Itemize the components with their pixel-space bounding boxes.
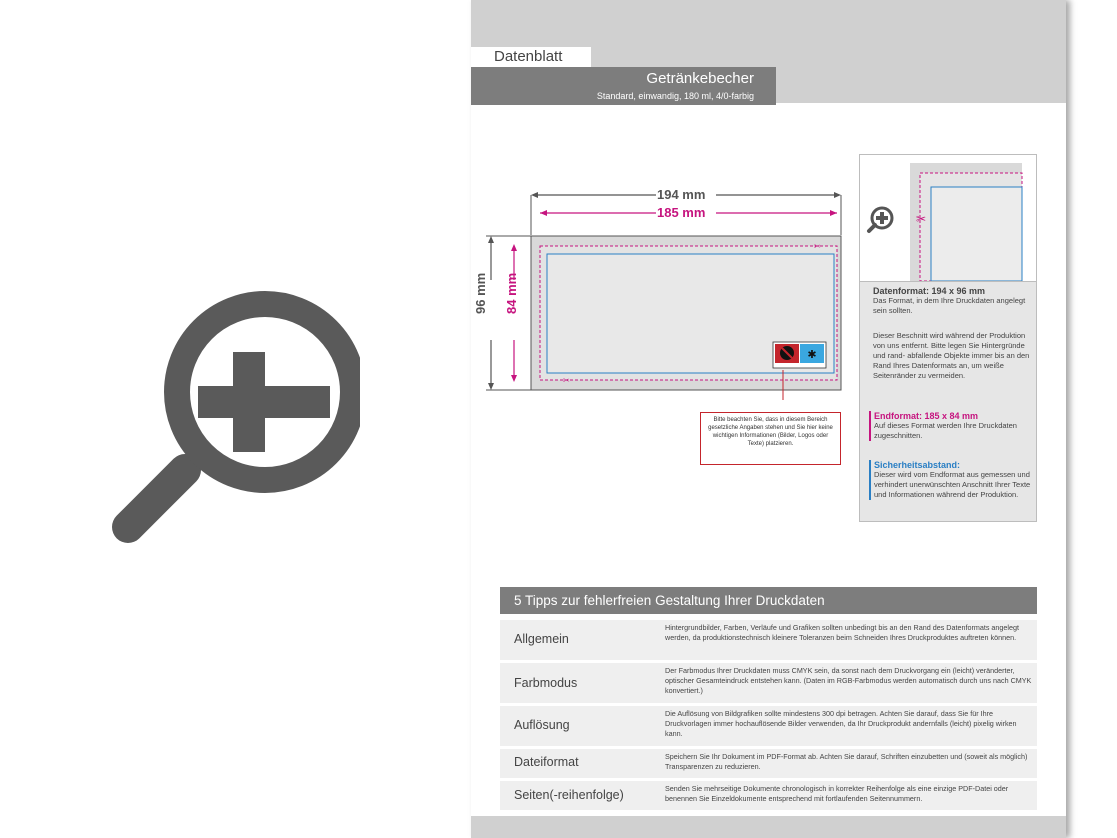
zoom-in-icon[interactable] xyxy=(100,282,360,552)
product-name: Getränkebecher xyxy=(646,70,754,87)
datenformat-text: Das Format, in dem Ihre Druckdaten angelegt sein sollten. xyxy=(873,296,1026,315)
endformat-text: Auf dieses Format werden Ihre Druckdaten zugeschnitten. xyxy=(874,421,1017,440)
width-end-label: 185 mm xyxy=(657,205,706,220)
corner-preview-drawing xyxy=(860,155,1036,281)
sicherheit-text: Dieser wird vom Endformat aus gemessen und verhindert unerwünschten Anschnitt Ihrer Texte und Informationen während der Produktion. xyxy=(874,470,1031,499)
page-title: Datenblatt xyxy=(471,47,591,67)
tip-label: Seiten(-reihenfolge) xyxy=(514,788,624,802)
tip-text: Hintergrundbilder, Farben, Verläufe und Grafiken sollten unbedingt bis an den Rand des Datenformats angelegt werden, da produktionstechnisch kleinere Toleranzen beim Schneiden Ihres Druckproduktes auftreten können. xyxy=(665,623,1020,642)
tip-label: Farbmodus xyxy=(514,676,578,690)
tip-label: Dateiformat xyxy=(514,755,579,769)
tip-label: Allgemein xyxy=(514,632,569,646)
tip-row xyxy=(500,620,1037,660)
endformat-title: Endformat: 185 x 84 mm xyxy=(874,411,979,421)
tip-text: Der Farbmodus Ihrer Druckdaten muss CMYK sein, da sonst nach dem Druckvorgang ein (leicht) veränderter, optischer Gesamteindruck entstehen kann. (Daten im RGB-Farbmodus werden automatisch durch uns nach CMYK konvertiert.) xyxy=(665,666,1032,695)
datasheet-page xyxy=(471,0,1066,838)
product-title-bar xyxy=(471,67,776,105)
height-data-label: 96 mm xyxy=(473,272,488,314)
tip-row xyxy=(500,781,1037,810)
tips-heading: 5 Tipps zur fehlerfreien Gestaltung Ihrer Druckdaten xyxy=(500,587,1037,614)
legal-note: Bitte beachten Sie, dass in diesem Bereich gesetzliche Angaben stehen und Sie hier keine wichtigen Informationen (Bilder, Logos oder Texte) platzieren. xyxy=(700,412,841,465)
height-end-label: 84 mm xyxy=(504,272,519,314)
product-subtitle: Standard, einwandig, 180 ml, 4/0-farbig xyxy=(596,91,754,101)
label-caption: FLÜSSIGKEITSGRENZE xyxy=(783,363,819,367)
format-legend-panel xyxy=(859,154,1037,522)
beschnitt-text: Dieser Beschnitt wird während der Produktion von uns entfernt. Bitte legen Sie Hintergründe und rand- abfallende Objekte immer bis an den Rand Ihres Datenformats an, um weiße Seitenränder zu vermeiden. xyxy=(873,331,1030,380)
svg-text:✱: ✱ xyxy=(807,348,817,361)
footer-band xyxy=(471,816,1066,838)
tip-row xyxy=(500,749,1037,778)
svg-text:✂: ✂ xyxy=(563,376,570,385)
tip-text: Speichern Sie Ihr Dokument im PDF-Format ab. Achten Sie darauf, Schriften einzubetten und (soweit als möglich) Transparenzen zu reduzieren. xyxy=(665,752,1028,771)
width-data-label: 194 mm xyxy=(657,187,706,202)
svg-text:✂: ✂ xyxy=(814,242,821,251)
datenformat-title: Datenformat: 194 x 96 mm xyxy=(873,286,986,296)
svg-text:✂: ✂ xyxy=(916,212,927,226)
corner-preview xyxy=(860,155,1036,282)
tip-text: Die Auflösung von Bildgrafiken sollte mindestens 300 dpi betragen. Achten Sie darauf, dass Sie für Ihre Druckvorlagen immer hochauflösende Bilder verwenden, da Ihr Druckprodukt andernfalls (leicht) pixelig wirken kann. xyxy=(665,709,1017,738)
tip-text: Senden Sie mehrseitige Dokumente chronologisch in korrekter Reihenfolge als eine einzige PDF-Datei oder benennen Sie Einzeldokumente entsprechend mit fortlaufenden Seitennummern. xyxy=(665,784,1009,803)
sicherheit-title: Sicherheitsabstand: xyxy=(874,460,961,470)
tip-label: Auflösung xyxy=(514,718,570,732)
tip-row xyxy=(500,706,1037,746)
tip-row xyxy=(500,663,1037,703)
